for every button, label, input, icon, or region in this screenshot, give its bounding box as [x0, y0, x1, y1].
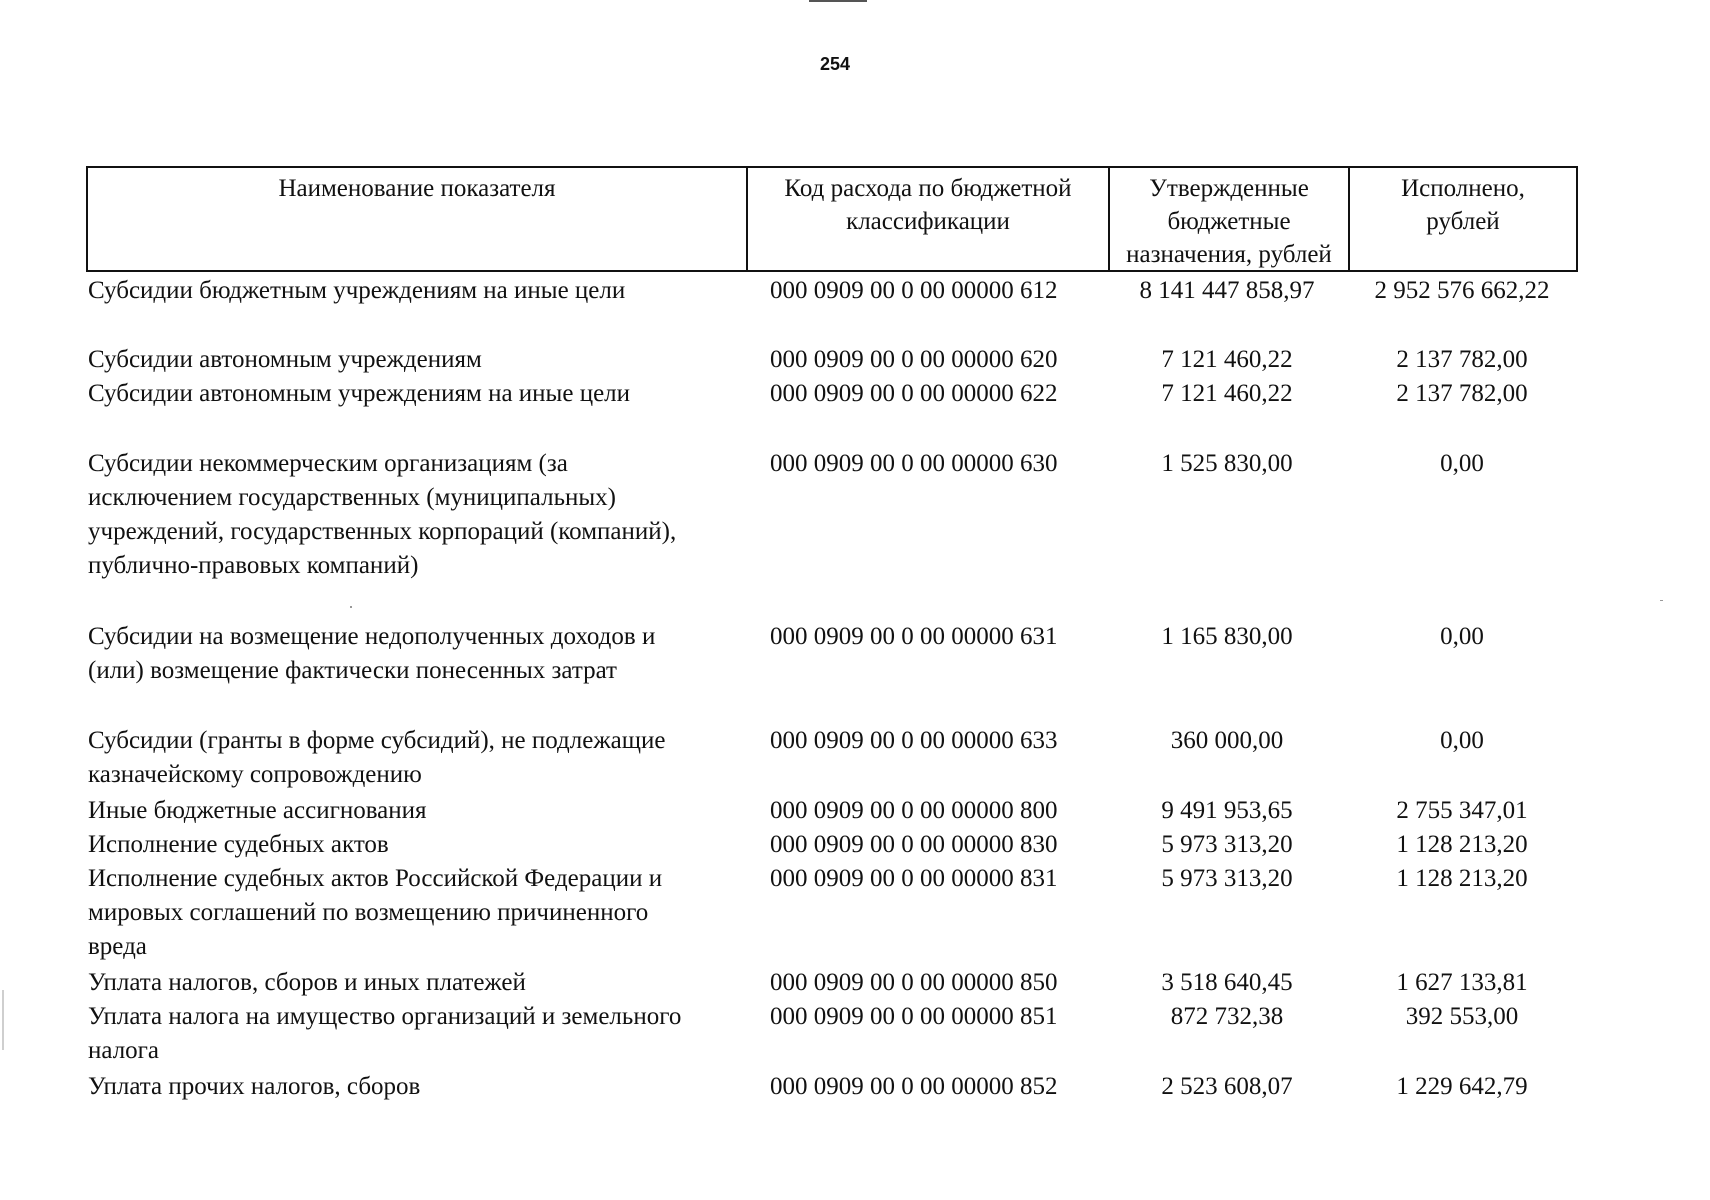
- top-rule: [809, 0, 867, 2]
- row-code: 000 0909 00 0 00 00000 631: [770, 623, 1058, 650]
- row-executed: 392 553,00: [1405, 1003, 1519, 1030]
- header-executed: Исполнено, рублей: [1401, 175, 1525, 235]
- row-code: 000 0909 00 0 00 00000 851: [770, 1003, 1058, 1030]
- row-executed: 0,00: [1440, 450, 1484, 477]
- header-expense-code: Код расхода по бюджетной классификации: [748, 168, 1110, 270]
- row-code: 000 0909 00 0 00 00000 612: [770, 277, 1058, 304]
- row-approved: 7 121 460,22: [1161, 346, 1293, 373]
- row-executed: 1 627 133,81: [1396, 969, 1528, 996]
- header-approved-appropriations: Утвержденные бюджетные назначения, рублей: [1110, 168, 1350, 270]
- row-code: 000 0909 00 0 00 00000 633: [770, 727, 1058, 754]
- scan-edge-mark: [2, 990, 4, 1050]
- row-code: 000 0909 00 0 00 00000 831: [770, 865, 1058, 892]
- row-executed: 0,00: [1440, 727, 1484, 754]
- row-code: 000 0909 00 0 00 00000 852: [770, 1073, 1058, 1100]
- scan-speck: [350, 606, 352, 608]
- row-name: Уплата налога на имущество организаций и земельного налога: [88, 1003, 682, 1064]
- row-approved: 9 491 953,65: [1161, 797, 1293, 824]
- row-name: Субсидии некоммерческим организациям (за исключением государственных (муниципальных) учреждений, государственных корпораций (компаний), публично-правовых компаний): [88, 450, 677, 579]
- table-header: [86, 166, 1578, 272]
- row-approved: 1 525 830,00: [1161, 450, 1293, 477]
- row-executed: 1 229 642,79: [1396, 1073, 1528, 1100]
- header-indicator-name: Наименование показателя: [88, 168, 748, 270]
- row-code: 000 0909 00 0 00 00000 830: [770, 831, 1058, 858]
- row-approved: 5 973 313,20: [1161, 865, 1293, 892]
- row-code: 000 0909 00 0 00 00000 620: [770, 346, 1058, 373]
- row-name: Субсидии бюджетным учреждениям на иные цели: [88, 277, 626, 304]
- row-executed: 2 755 347,01: [1396, 797, 1528, 824]
- row-executed: 1 128 213,20: [1396, 831, 1528, 858]
- row-approved: 872 732,38: [1170, 1003, 1284, 1030]
- row-executed: 2 952 576 662,22: [1374, 277, 1550, 304]
- scan-speck: [1660, 600, 1663, 601]
- row-approved: 2 523 608,07: [1161, 1073, 1293, 1100]
- row-name: Субсидии на возмещение недополученных доходов и (или) возмещение фактически понесенных затрат: [88, 623, 656, 684]
- row-approved: 360 000,00: [1170, 727, 1284, 754]
- row-approved: 3 518 640,45: [1161, 969, 1293, 996]
- row-name: Исполнение судебных актов Российской Федерации и мировых соглашений по возмещению причиненного вреда: [88, 865, 663, 960]
- row-code: 000 0909 00 0 00 00000 850: [770, 969, 1058, 996]
- row-name: Уплата налогов, сборов и иных платежей: [88, 969, 526, 996]
- row-code: 000 0909 00 0 00 00000 630: [770, 450, 1058, 477]
- row-code: 000 0909 00 0 00 00000 622: [770, 380, 1058, 407]
- row-name: Исполнение судебных актов: [88, 831, 389, 858]
- row-name: Иные бюджетные ассигнования: [88, 797, 427, 824]
- row-name: Субсидии автономным учреждениям на иные цели: [88, 380, 631, 407]
- row-approved: 5 973 313,20: [1161, 831, 1293, 858]
- row-executed: 2 137 782,00: [1396, 380, 1528, 407]
- page-number: 254: [819, 54, 851, 74]
- row-approved: 7 121 460,22: [1161, 380, 1293, 407]
- row-code: 000 0909 00 0 00 00000 800: [770, 797, 1058, 824]
- row-approved: 1 165 830,00: [1161, 623, 1293, 650]
- row-name: Субсидии автономным учреждениям: [88, 346, 482, 373]
- row-approved: 8 141 447 858,97: [1139, 277, 1315, 304]
- row-name: Субсидии (гранты в форме субсидий), не подлежащие казначейскому сопровождению: [88, 727, 666, 788]
- row-name: Уплата прочих налогов, сборов: [88, 1073, 421, 1100]
- row-executed: 0,00: [1440, 623, 1484, 650]
- row-executed: 1 128 213,20: [1396, 865, 1528, 892]
- row-executed: 2 137 782,00: [1396, 346, 1528, 373]
